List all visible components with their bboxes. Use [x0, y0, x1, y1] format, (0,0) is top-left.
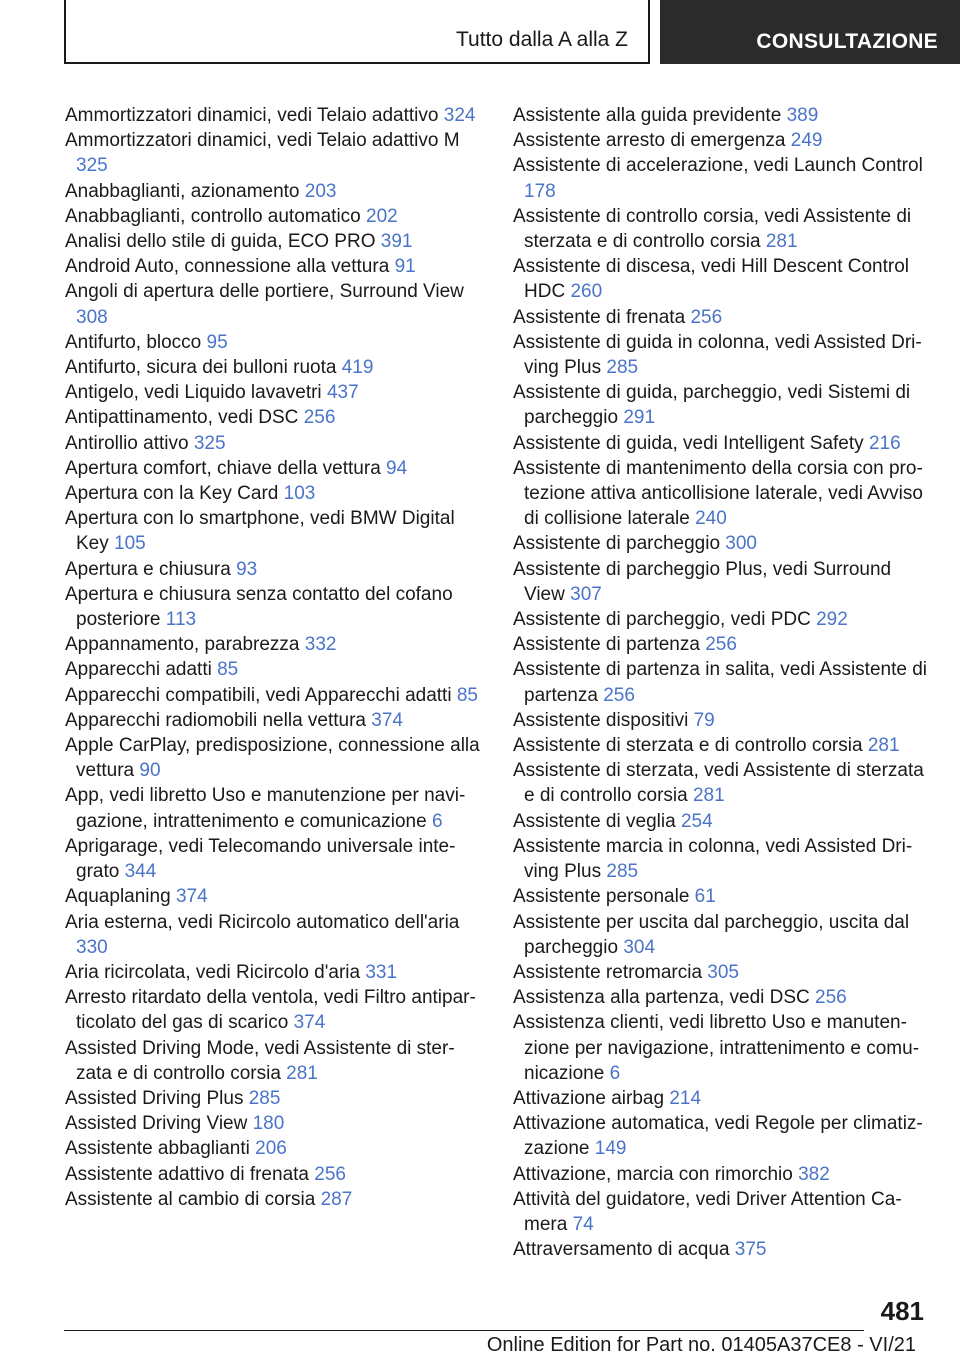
index-entry-text: App, vedi libretto Uso e manutenzione per navigazione, intrattenimento e comunicazione: [65, 785, 466, 832]
page-reference-link[interactable]: 287: [320, 1188, 353, 1210]
index-entry-text: Assistente di mantenimento della corsia con protezione attiva anticollisione laterale, vedi Avviso di collisione laterale: [513, 457, 923, 530]
page-reference-link[interactable]: 304: [623, 936, 656, 958]
index-entry: [65, 582, 483, 632]
index-entry: [513, 758, 933, 808]
index-entry-text: Attivazione airbag: [513, 1087, 665, 1109]
index-entry-text: Assistente di sterzata e di controllo corsia: [513, 735, 863, 757]
index-entry: [513, 557, 933, 607]
index-entry-text: Assistente di partenza: [513, 634, 700, 656]
index-entry: [513, 809, 933, 834]
index-entry-text: Assistente abbaglianti: [65, 1138, 250, 1160]
index-entry: [513, 103, 933, 128]
index-entry-text: Assistente di controllo corsia, vedi Assistente di sterzata e di controllo corsia: [513, 205, 912, 253]
index-entry: [65, 380, 483, 405]
index-entry: [513, 708, 933, 733]
page-reference-link[interactable]: 281: [286, 1062, 318, 1084]
index-entry: [65, 1136, 483, 1161]
index-entry-text: Assistente personale: [513, 886, 690, 908]
index-entry-text: Assistente di guida in colonna, vedi Assisted Driving Plus: [513, 331, 922, 379]
page-reference-link[interactable]: 103: [283, 483, 316, 505]
index-entry: [65, 657, 483, 682]
index-entry-text: Assistente di sterzata, vedi Assistente di sterzata e di controllo corsia: [513, 760, 924, 807]
index-entry: [513, 834, 933, 884]
index-entry: [513, 884, 933, 909]
index-entry: [65, 229, 483, 254]
index-entry-text: Anabbaglianti, controllo automatico: [65, 205, 361, 227]
index-entry-text: Assistente per uscita dal parcheggio, uscita dal parcheggio: [513, 911, 910, 958]
index-entry: [513, 1086, 933, 1111]
index-entry: [65, 254, 483, 279]
index-entry-text: Attività del guidatore, vedi Driver Attention Camera: [513, 1188, 902, 1235]
index-entry-text: Apparecchi adatti: [65, 659, 212, 681]
page-reference-link[interactable]: 382: [798, 1163, 830, 1185]
index-entry-text: Aria ricircolata, vedi Ricircolo d'aria: [65, 961, 361, 983]
index-entry-text: Attivazione automatica, vedi Regole per climatizzazione: [513, 1113, 923, 1160]
index-entry-text: Assistenza alla partenza, vedi DSC: [513, 987, 810, 1009]
page-reference-link[interactable]: 6: [431, 810, 443, 832]
index-entry-text: Arresto ritardato della ventola, vedi Filtro antiparticolato del gas di scarico: [65, 987, 476, 1034]
index-entry-text: Assistente di accelerazione, vedi Launch Control: [513, 155, 923, 177]
index-entry-text: Aprigarage, vedi Telecomando universale integrato: [65, 835, 456, 883]
index-entry: [513, 1010, 933, 1086]
page-reference-link[interactable]: 74: [572, 1213, 594, 1235]
index-entry-text: Assisted Driving View: [65, 1113, 248, 1135]
index-entry: [513, 1162, 933, 1187]
page-reference-link[interactable]: 85: [217, 659, 239, 681]
index-entry: [65, 557, 483, 582]
index-entry: [513, 985, 933, 1010]
index-entry: [65, 1187, 483, 1212]
index-entry: [65, 733, 483, 783]
index-entry: [65, 481, 483, 506]
index-entry: [65, 128, 483, 178]
page-reference-link[interactable]: 94: [386, 457, 408, 479]
page-reference-link[interactable]: 325: [193, 432, 226, 454]
index-entry-text: Assisted Driving Mode, vedi Assistente di sterzata e di controllo corsia: [65, 1037, 455, 1084]
index-entry-text: Ammortizzatori dinamici, vedi Telaio adattivo M: [65, 130, 460, 152]
index-entry: [65, 405, 483, 430]
index-entry-text: Assistente alla guida previdente: [513, 105, 782, 126]
index-entry-text: Apparecchi compatibili, vedi Apparecchi adatti: [65, 684, 452, 706]
index-entry: [65, 632, 483, 657]
page-reference-link[interactable]: 206: [255, 1138, 287, 1160]
page-reference-link[interactable]: 95: [206, 331, 228, 353]
index-entry-text: Apertura con lo smartphone, vedi BMW Digital Key: [65, 508, 455, 555]
page-reference-link[interactable]: 281: [692, 785, 725, 807]
index-entry-text: Appannamento, parabrezza: [65, 634, 300, 656]
index-entry: [513, 254, 933, 304]
index-entry: [513, 380, 933, 430]
page-reference-link[interactable]: 240: [695, 508, 727, 530]
chapter-tab: [660, 0, 960, 64]
index-entry-text: Assistente arresto di emergenza: [513, 130, 786, 152]
index-entry-text: Assistente di frenata: [513, 306, 686, 328]
index-entry: [513, 330, 933, 380]
index-entry: [65, 279, 483, 329]
page-reference-link[interactable]: 91: [394, 256, 416, 278]
index-entry-text: Apertura con la Key Card: [65, 483, 279, 505]
page-reference-link[interactable]: 93: [236, 558, 258, 580]
index-entry-text: Ammortizzatori dinamici, vedi Telaio adattivo: [65, 105, 439, 126]
index-entry-text: Assistente dispositivi: [513, 709, 689, 731]
index-entry: [513, 531, 933, 556]
index-entry: [65, 506, 483, 556]
index-entry-text: Antigelo, vedi Liquido lavavetri: [65, 382, 322, 404]
page-reference-link[interactable]: 113: [165, 609, 197, 631]
page-reference-link[interactable]: 374: [371, 709, 403, 731]
index-entry: [513, 1237, 933, 1262]
index-entry-text: Assistente adattivo di frenata: [65, 1163, 309, 1185]
page-reference-link[interactable]: 419: [341, 357, 374, 379]
page-reference-link[interactable]: 281: [765, 231, 798, 253]
page-reference-link[interactable]: 389: [786, 105, 819, 126]
index-entry: [65, 204, 483, 229]
index-entry-text: Assistente di veglia: [513, 810, 676, 832]
page-reference-link[interactable]: 61: [694, 886, 716, 908]
index-entry-text: Assistente di parcheggio, vedi PDC: [513, 609, 811, 631]
page-reference-link[interactable]: 324: [443, 105, 476, 126]
page-reference-link[interactable]: 305: [707, 961, 739, 983]
index-entry: [513, 960, 933, 985]
edition-note: Online Edition for Part no. 01405A37CE8 - VI/21: [486, 1334, 916, 1356]
page-reference-link[interactable]: 325: [76, 155, 108, 177]
index-entry-text: Assistente marcia in colonna, vedi Assisted Driving Plus: [513, 835, 913, 883]
page-reference-link[interactable]: 202: [366, 205, 398, 227]
index-entry-text: Apple CarPlay, predisposizione, connessione alla vettura: [65, 735, 480, 782]
index-entry-text: Attraversamento di acqua: [513, 1239, 730, 1261]
index-entry: [65, 1036, 483, 1086]
index-entry: [513, 431, 933, 456]
page-reference-link[interactable]: 180: [252, 1113, 285, 1135]
page-reference-link[interactable]: 307: [570, 583, 602, 605]
index-entry-text: Assistenza clienti, vedi libretto Uso e manutenzione per navigazione, intrattenimento e comunicazione: [513, 1012, 920, 1084]
page-reference-link[interactable]: 281: [867, 735, 900, 757]
chapter-title: CONSULTAZIONE: [756, 30, 938, 53]
index-entry: [65, 884, 483, 909]
index-entry-text: Anabbaglianti, azionamento: [65, 180, 300, 202]
index-entry: [513, 1111, 933, 1161]
page-reference-link[interactable]: 178: [524, 180, 556, 202]
index-entry-text: Assistente al cambio di corsia: [65, 1188, 316, 1210]
section-header-box: [64, 0, 650, 64]
page-reference-link[interactable]: 285: [606, 357, 639, 379]
index-entry-text: Assistente di guida, vedi Intelligent Safety: [513, 432, 864, 454]
page-reference-link[interactable]: 249: [790, 130, 823, 152]
page-reference-link[interactable]: 332: [304, 634, 337, 656]
index-entry-text: Antifurto, blocco: [65, 331, 202, 353]
index-column-right: [513, 103, 933, 1262]
index-entry: [513, 153, 933, 203]
page-reference-link[interactable]: 105: [114, 533, 146, 555]
page-reference-link[interactable]: 85: [456, 684, 478, 706]
footer-divider: [64, 1330, 864, 1331]
index-entry-text: Assistente di guida, parcheggio, vedi Sistemi di parcheggio: [513, 382, 911, 429]
index-entry-text: Assistente di parcheggio Plus, vedi Surround View: [513, 558, 892, 605]
index-entry-text: Antipattinamento, vedi DSC: [65, 407, 299, 429]
page-reference-link[interactable]: 254: [680, 810, 713, 832]
page-reference-link[interactable]: 149: [594, 1138, 627, 1160]
index-entry: [65, 1111, 483, 1136]
index-entry: [65, 910, 483, 960]
index-entry-text: Aria esterna, vedi Ricircolo automatico dell'aria: [65, 911, 460, 933]
page-reference-link[interactable]: 79: [693, 709, 715, 731]
page-reference-link[interactable]: 344: [124, 861, 157, 883]
index-entry-text: Apparecchi radiomobili nella vettura: [65, 709, 366, 731]
page-reference-link[interactable]: 375: [734, 1239, 767, 1261]
index-entry: [65, 330, 483, 355]
index-entry: [513, 607, 933, 632]
page-reference-link[interactable]: 285: [248, 1087, 281, 1109]
page-reference-link[interactable]: 374: [293, 1012, 326, 1034]
index-entry: [513, 305, 933, 330]
index-entry: [65, 985, 483, 1035]
index-entry: [513, 128, 933, 153]
index-entry: [65, 103, 483, 128]
page-number: 481: [880, 1296, 924, 1326]
index-entry-text: Attivazione, marcia con rimorchio: [513, 1163, 793, 1185]
index-entry: [65, 708, 483, 733]
index-entry-text: Angoli di apertura delle portiere, Surround View: [65, 281, 464, 303]
page-reference-link[interactable]: 90: [139, 760, 161, 782]
page-reference-link[interactable]: 256: [705, 634, 737, 656]
page-header: [0, 0, 960, 66]
index-entry: [513, 204, 933, 254]
page-reference-link[interactable]: 374: [175, 886, 208, 908]
page-reference-link[interactable]: 256: [815, 987, 847, 1009]
index-entry: [513, 632, 933, 657]
page-reference-link[interactable]: 216: [868, 432, 901, 454]
index-entry: [65, 834, 483, 884]
index-entry: [65, 783, 483, 833]
page-reference-link[interactable]: 256: [603, 684, 635, 706]
page-reference-link[interactable]: 300: [725, 533, 757, 555]
page-reference-link[interactable]: 256: [314, 1163, 346, 1185]
index-entry: [513, 910, 933, 960]
index-entry-text: Apertura comfort, chiave della vettura: [65, 457, 381, 479]
index-entry-text: Antifurto, sicura dei bulloni ruota: [65, 357, 337, 379]
index-entry: [65, 683, 483, 708]
index-entry-text: Apertura e chiusura: [65, 558, 231, 580]
index-entry-text: Aquaplaning: [65, 886, 171, 908]
index-entry-text: Antirollio attivo: [65, 432, 189, 454]
index-entry: [65, 960, 483, 985]
index-entry: [65, 431, 483, 456]
page-reference-link[interactable]: 291: [623, 407, 656, 429]
page-reference-link[interactable]: 203: [304, 180, 337, 202]
index-entry: [513, 1187, 933, 1237]
index-entry: [513, 733, 933, 758]
index-entry-text: Apertura e chiusura senza contatto del cofano posteriore: [65, 583, 453, 631]
index-entry: [513, 657, 933, 707]
index-entry: [65, 179, 483, 204]
page-reference-link[interactable]: 331: [365, 961, 398, 983]
page-reference-link[interactable]: 260: [570, 281, 603, 303]
page-reference-link[interactable]: 292: [816, 609, 848, 631]
page-reference-link[interactable]: 308: [76, 306, 108, 328]
index-entry-text: Analisi dello stile di guida, ECO PRO: [65, 231, 376, 253]
index-entry-text: Assistente di parcheggio: [513, 533, 721, 555]
page-reference-link[interactable]: 285: [606, 861, 639, 883]
index-entry-text: Android Auto, connessione alla vettura: [65, 256, 390, 278]
index-entry: [65, 1162, 483, 1187]
page-reference-link[interactable]: 256: [303, 407, 336, 429]
page-reference-link[interactable]: 6: [609, 1062, 621, 1084]
index-entry: [65, 456, 483, 481]
page-reference-link[interactable]: 391: [380, 231, 413, 253]
index-entry-text: Assisted Driving Plus: [65, 1087, 244, 1109]
index-entry: [65, 1086, 483, 1111]
index-entry-text: Assistente retromarcia: [513, 961, 703, 983]
page-reference-link[interactable]: 330: [76, 936, 108, 958]
page-reference-link[interactable]: 256: [690, 306, 723, 328]
page-reference-link[interactable]: 214: [669, 1087, 702, 1109]
index-entry-text: Assistente di partenza in salita, vedi Assistente di partenza: [513, 659, 928, 706]
index-entry-text: Assistente di discesa, vedi Hill Descent Control HDC: [513, 256, 910, 303]
section-title: Tutto dalla A alla Z: [456, 28, 628, 51]
page-reference-link[interactable]: 437: [326, 382, 359, 404]
index-entry: [65, 355, 483, 380]
index-entry: [513, 456, 933, 532]
index-column-left: [65, 103, 483, 1212]
